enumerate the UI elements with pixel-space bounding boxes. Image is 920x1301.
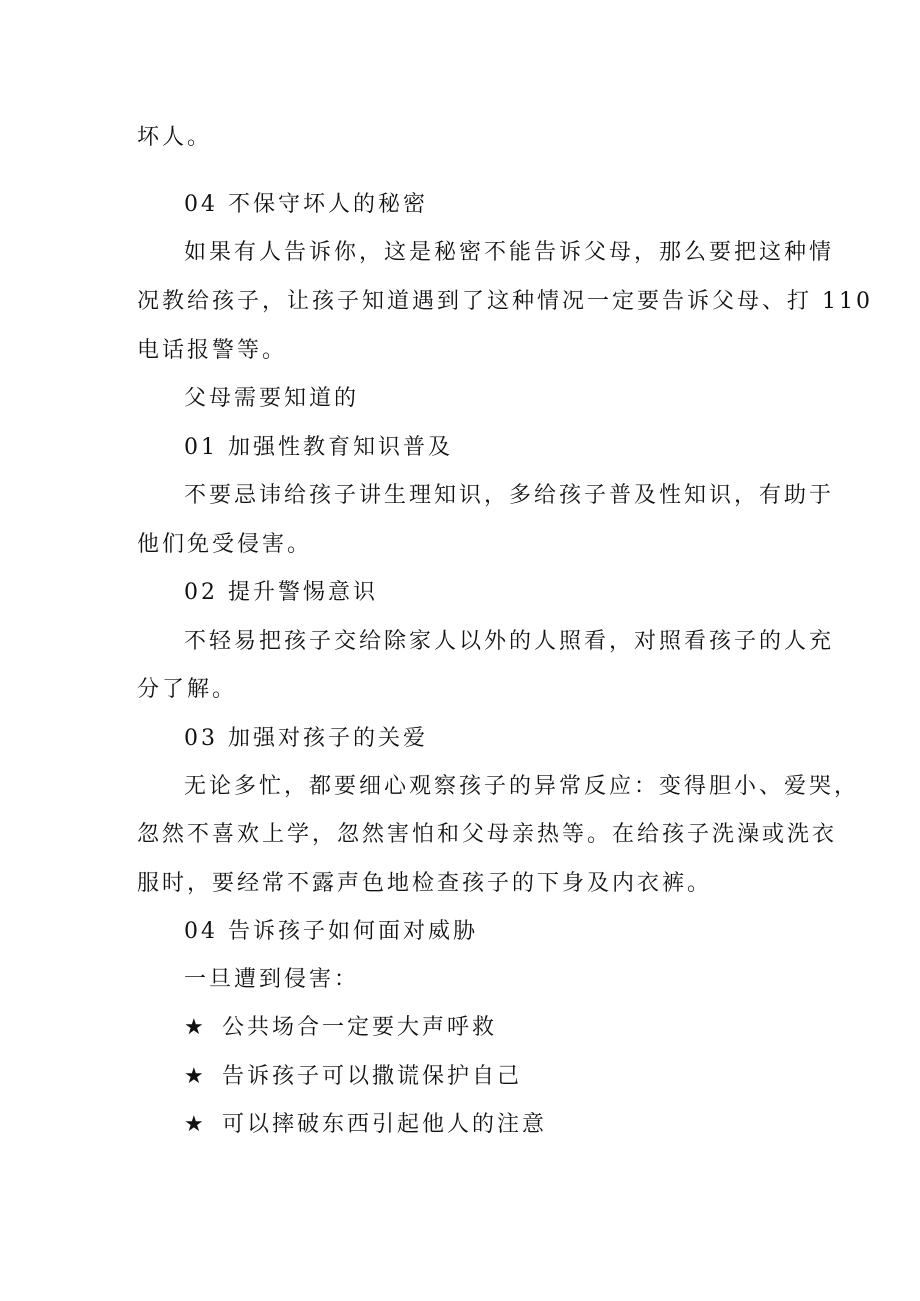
section-heading: 03 加强对孩子的关爱 <box>184 726 428 751</box>
paragraph-line: 一旦遭到侵害： <box>184 967 360 992</box>
section-title: 父母需要知道的 <box>184 386 360 411</box>
section-heading: 04 不保守坏人的秘密 <box>184 192 428 217</box>
bullet-item <box>184 1013 920 1043</box>
paragraph-line: 分了解。 <box>137 677 238 702</box>
paragraph-end-line: 坏人。 <box>137 125 213 150</box>
bullet-text: 公共场合一定要大声呼救 <box>222 1015 498 1040</box>
bullet-item <box>184 1110 920 1140</box>
star-icon: ★ <box>184 1064 207 1089</box>
paragraph-line: 无论多忙，都要细心观察孩子的异常反应：变得胆小、爱哭， <box>184 774 860 799</box>
section-heading: 04 告诉孩子如何面对威胁 <box>184 919 478 944</box>
paragraph-line: 不要忌讳给孩子讲生理知识，多给孩子普及性知识，有助于 <box>184 483 835 508</box>
section-heading: 02 提升警惕意识 <box>184 580 378 605</box>
paragraph-line: 他们免受侵害。 <box>137 532 313 557</box>
bullet-text: 告诉孩子可以撒谎保护自己 <box>222 1064 523 1089</box>
paragraph-line: 不轻易把孩子交给除家人以外的人照看，对照看孩子的人充 <box>184 629 835 654</box>
paragraph-line: 况教给孩子，让孩子知道遇到了这种情况一定要告诉父母、打 110 <box>137 289 873 314</box>
paragraph-line: 服时，要经常不露声色地检查孩子的下身及内衣裤。 <box>137 871 713 896</box>
paragraph-line: 忽然不喜欢上学，忽然害怕和父母亲热等。在给孩子洗澡或洗衣 <box>137 822 838 847</box>
paragraph-line: 如果有人告诉你，这是秘密不能告诉父母，那么要把这种情 <box>184 240 835 265</box>
star-icon: ★ <box>184 1112 207 1137</box>
paragraph-line: 电话报警等。 <box>137 338 288 363</box>
section-heading: 01 加强性教育知识普及 <box>184 435 453 460</box>
bullet-item <box>184 1062 920 1092</box>
star-icon: ★ <box>184 1015 207 1040</box>
bullet-text: 可以摔破东西引起他人的注意 <box>222 1112 548 1137</box>
